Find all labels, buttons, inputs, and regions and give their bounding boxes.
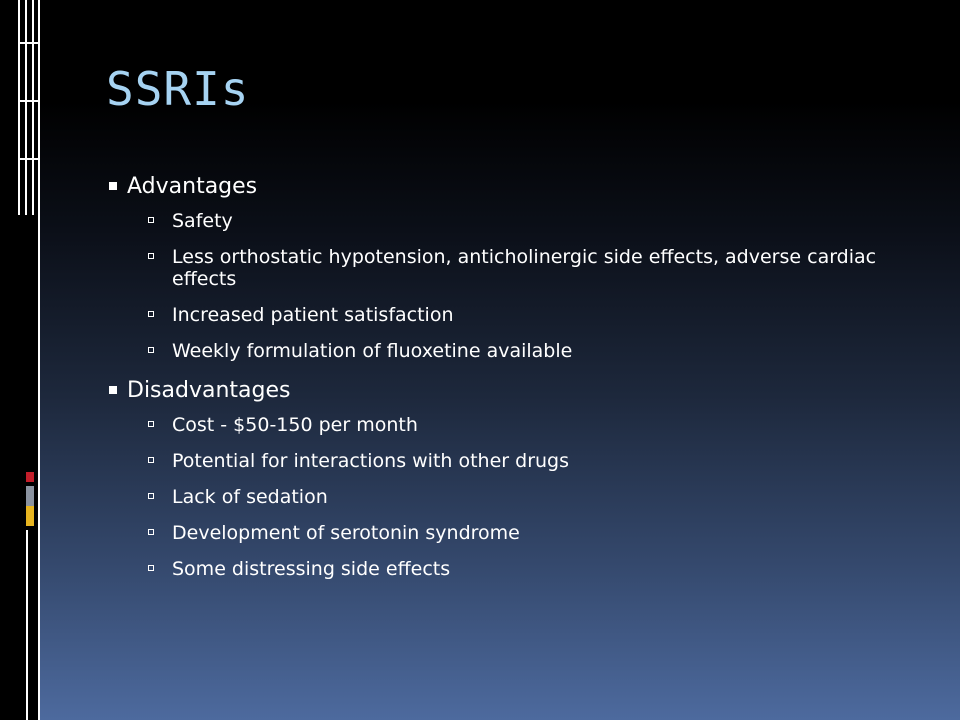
grid-line (18, 42, 38, 44)
list-item-text: Less orthostatic hypotension, anticholinergic side effects, adverse cardiac effects (172, 246, 877, 290)
hollow-square-bullet-icon (148, 493, 154, 499)
list-item-text: Potential for interactions with other drugs (172, 450, 570, 472)
hollow-square-bullet-icon (148, 421, 154, 427)
hollow-square-bullet-icon (148, 529, 154, 535)
section-disadvantages (115, 376, 915, 580)
square-bullet-icon (109, 386, 117, 394)
section-heading: Advantages (127, 174, 258, 199)
grid-line (18, 0, 20, 215)
sub-bullet-list (160, 210, 915, 362)
accent-decoration (26, 472, 38, 720)
sub-bullet-list (160, 414, 915, 580)
list-item-text: Increased patient satisfaction (172, 304, 454, 326)
list-item (160, 414, 915, 436)
slide-content (115, 172, 915, 594)
hollow-square-bullet-icon (148, 565, 154, 571)
list-item (160, 558, 915, 580)
list-item (160, 486, 915, 508)
list-item-text: Cost - $50-150 per month (172, 414, 418, 436)
accent-white-line (26, 530, 28, 720)
list-item (160, 522, 915, 544)
hollow-square-bullet-icon (148, 347, 154, 353)
slide-title: SSRIs (106, 62, 250, 116)
list-item-text: Weekly formulation of fluoxetine available (172, 340, 573, 362)
accent-yellow-block (26, 506, 34, 526)
grid-line (18, 158, 38, 160)
square-bullet-icon (109, 182, 117, 190)
list-item-text: Lack of sedation (172, 486, 328, 508)
list-item-text: Development of serotonin syndrome (172, 522, 520, 544)
list-item (160, 304, 915, 326)
section-advantages (115, 172, 915, 362)
bullet-list (115, 172, 915, 580)
accent-gray-block (26, 486, 34, 508)
side-divider-line (38, 0, 40, 720)
grid-line (18, 100, 38, 102)
list-item-text: Safety (172, 210, 233, 232)
hollow-square-bullet-icon (148, 253, 154, 259)
list-item (160, 340, 915, 362)
list-item (160, 246, 915, 290)
hollow-square-bullet-icon (148, 311, 154, 317)
grid-decoration (18, 0, 38, 215)
grid-line (32, 0, 34, 215)
list-item (160, 450, 915, 472)
list-item-text: Some distressing side effects (172, 558, 451, 580)
hollow-square-bullet-icon (148, 217, 154, 223)
accent-red-block (26, 472, 34, 482)
grid-line (25, 0, 27, 215)
section-heading: Disadvantages (127, 378, 291, 403)
hollow-square-bullet-icon (148, 457, 154, 463)
list-item (160, 210, 915, 232)
